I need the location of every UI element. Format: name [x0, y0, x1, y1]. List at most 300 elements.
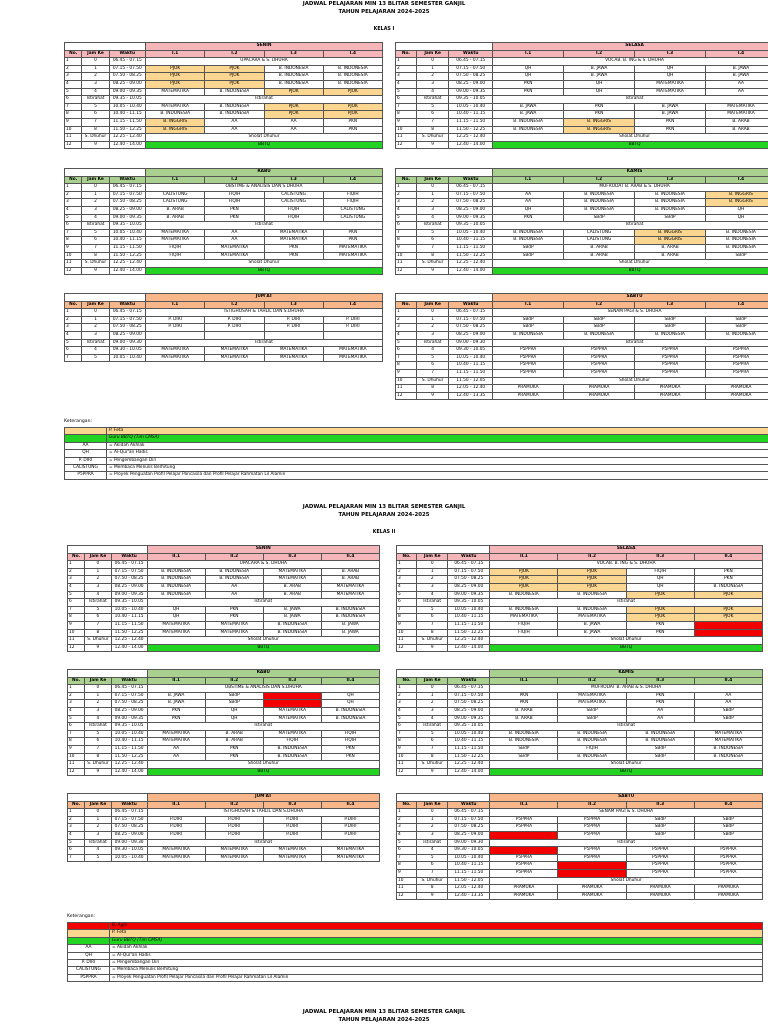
- row-waktu: 10.40 - 11.15: [449, 111, 493, 119]
- row-jam: 4: [417, 847, 448, 855]
- row-jam: 6: [416, 111, 448, 119]
- subject-cell: QH: [493, 73, 564, 81]
- table-row: [65, 126, 383, 134]
- subject-cell: QH: [147, 606, 205, 614]
- col-header-class: I.2: [564, 176, 635, 184]
- subject-cell: SBdP: [564, 316, 635, 324]
- subject-cell: B. INDONESIA: [205, 111, 264, 119]
- table-row: [65, 309, 383, 317]
- subject-cell: B. INDONESIA: [694, 753, 762, 761]
- subject-cell: P5PPRA: [493, 354, 564, 362]
- col-header-class: II.3: [626, 801, 694, 809]
- subject-cell: PKN: [493, 88, 564, 96]
- row-span-activity: Sholat Dhuhur: [490, 637, 763, 645]
- subject-cell: QH: [564, 80, 635, 88]
- subject-cell: B. INDONESIA: [493, 126, 564, 134]
- col-header-class: I.2: [564, 50, 635, 58]
- row-waktu: 12.40 - 14.00: [449, 141, 493, 149]
- subject-cell: B. INDONESIA: [264, 80, 323, 88]
- row-waktu: 07.50 - 08.25: [448, 824, 490, 832]
- col-header-waktu: Waktu: [449, 301, 493, 309]
- subject-cell: PJOK: [626, 606, 694, 614]
- row-no: 11: [396, 260, 417, 268]
- col-header-class: I.3: [635, 176, 706, 184]
- subject-cell: AA: [205, 237, 264, 245]
- subject-cell: [264, 331, 323, 339]
- table-row: [65, 184, 383, 192]
- row-waktu: 11.15 - 11.50: [449, 244, 493, 252]
- subject-cell: MATEMATIKA: [147, 621, 205, 629]
- col-header-jam: Jam Ke: [417, 677, 448, 685]
- row-span-activity: MUFRODAT B. ARAB & S. DHUHA: [493, 184, 768, 192]
- kelas-2-label: KELAS II: [372, 530, 396, 535]
- row-jam: 7: [416, 369, 448, 377]
- row-no: 1: [68, 809, 85, 817]
- subject-cell: P. DIRI: [323, 316, 382, 324]
- subject-cell: B. JAWA: [263, 606, 321, 614]
- row-waktu: 06.45 - 07.15: [448, 561, 490, 569]
- subject-cell: B. JAWA: [321, 621, 379, 629]
- row-no: 9: [397, 869, 417, 877]
- row-no: 7: [397, 606, 417, 614]
- row-waktu: 07.15 - 07.50: [109, 191, 146, 199]
- row-no: 9: [65, 244, 82, 252]
- table-row: [396, 73, 768, 81]
- row-span-activity: Istirahat: [490, 839, 763, 847]
- subject-cell: PJOK: [146, 65, 205, 73]
- subject-cell: B. INDONESIA: [635, 191, 706, 199]
- subject-cell: SBdP: [564, 324, 635, 332]
- row-no: 9: [396, 244, 417, 252]
- row-waktu: 07.15 - 07.50: [448, 692, 490, 700]
- row-jam: 4: [82, 347, 109, 355]
- subject-cell: B. INDONESIA: [635, 331, 706, 339]
- table-row: [68, 753, 380, 761]
- subject-cell: B. INDONESIA: [263, 621, 321, 629]
- row-jam: 5: [82, 103, 109, 111]
- row-waktu: 07.50 - 08.25: [109, 324, 146, 332]
- row-waktu: 11.50 - 12.05: [449, 377, 493, 385]
- row-jam: 3: [416, 206, 448, 214]
- row-waktu: 09.35 - 10.05: [448, 599, 490, 607]
- row-waktu: 12.40 - 14.00: [109, 267, 146, 275]
- table-row: [397, 847, 763, 855]
- col-header-class: II.4: [321, 553, 379, 561]
- table-row: [397, 768, 763, 776]
- subject-cell: P5PPRA: [490, 816, 558, 824]
- col-header-class: I.3: [264, 301, 323, 309]
- col-header-jam: Jam Ke: [82, 301, 109, 309]
- subject-cell: B. INGGRIS: [558, 862, 626, 870]
- legend-text: = Akidah Akhlak: [110, 945, 763, 952]
- row-waktu: 09.00 - 09.35: [111, 715, 147, 723]
- table-row: [68, 583, 380, 591]
- table-row: [397, 700, 763, 708]
- row-jam: 2: [85, 824, 112, 832]
- row-waktu: 09.00 - 09.35: [448, 591, 490, 599]
- row-no: 10: [397, 877, 417, 885]
- row-jam: 4: [416, 347, 448, 355]
- subject-cell: PJOK: [626, 614, 694, 622]
- row-waktu: 11.15 - 11.50: [109, 244, 146, 252]
- subject-cell: FIQIH: [323, 199, 382, 207]
- row-no: 2: [68, 692, 85, 700]
- subject-cell: QH: [205, 707, 263, 715]
- subject-cell: PKN: [490, 692, 558, 700]
- row-waktu: 06.45 - 07.15: [449, 309, 493, 317]
- subject-cell: CALISTUNG: [564, 229, 635, 237]
- row-waktu: 12.40 - 13.35: [449, 392, 493, 400]
- schedule-table-kelas2-jumat: [67, 793, 380, 862]
- row-jam: 7: [82, 118, 109, 126]
- table-row: [396, 347, 768, 355]
- day-spacer: [68, 670, 148, 678]
- col-header-jam: Jam Ke: [85, 677, 112, 685]
- subject-cell: QH: [706, 214, 768, 222]
- row-jam: 9: [85, 644, 112, 652]
- row-span-activity: UPACARA & S. DHUHA: [146, 58, 383, 66]
- row-no: 11: [68, 761, 85, 769]
- subject-cell: B. INDONESIA: [626, 730, 694, 738]
- col-header-class: I.3: [635, 301, 706, 309]
- row-jam: 0: [417, 809, 448, 817]
- row-no: 6: [65, 222, 82, 230]
- subject-cell: SBdP: [493, 316, 564, 324]
- row-no: 10: [68, 753, 85, 761]
- row-waktu: 12.25 - 12.40: [109, 134, 146, 142]
- col-header-waktu: Waktu: [109, 301, 146, 309]
- subject-cell: B. INGGRIS: [564, 118, 635, 126]
- legend-text: P. Feta: [107, 428, 768, 435]
- row-waktu: 07.50 - 08.25: [109, 199, 146, 207]
- row-waktu: 06.45 - 07.15: [109, 184, 146, 192]
- col-header-class: I.3: [264, 176, 323, 184]
- subject-cell: PRAMUKA: [626, 885, 694, 893]
- row-waktu: 12.25 - 12.40: [111, 637, 147, 645]
- legend-table-1: [64, 427, 768, 480]
- day-spacer: [397, 794, 490, 802]
- subject-cell: B. JAWA: [564, 73, 635, 81]
- row-no: 2: [397, 568, 417, 576]
- table-row: [396, 385, 768, 393]
- table-row: [396, 331, 768, 339]
- table-row: [396, 214, 768, 222]
- table-row: [68, 839, 380, 847]
- row-no: 8: [65, 111, 82, 119]
- subject-cell: PJOK: [558, 583, 626, 591]
- subject-cell: P5PPRA: [490, 869, 558, 877]
- row-jam: 3: [416, 331, 448, 339]
- row-no: 12: [397, 644, 417, 652]
- row-no: 6: [397, 723, 417, 731]
- table-row: [397, 568, 763, 576]
- legend-row: [65, 442, 768, 449]
- subject-cell: P5PPRA: [635, 369, 706, 377]
- subject-cell: SBdP: [626, 745, 694, 753]
- subject-cell: B. INDONESIA: [263, 745, 321, 753]
- col-header-class: II.2: [558, 553, 626, 561]
- table-row: [65, 58, 383, 66]
- subject-cell: P. DIRI: [146, 316, 205, 324]
- legend-text: B. Agin: [110, 923, 763, 930]
- subject-cell: P5PPRA: [626, 862, 694, 870]
- table-row: [68, 692, 380, 700]
- legend-text: = Proyek Penguatan Profil Pelajar Pancasila dan Profil Pelajar Rahmatan Lil Alamin: [110, 974, 763, 981]
- row-span-activity: MUFRODAT B. ARAB & S. DHUHA: [490, 685, 763, 693]
- row-jam: 8: [417, 629, 448, 637]
- row-no: 9: [397, 621, 417, 629]
- table-row: [396, 80, 768, 88]
- subject-cell: PKN: [323, 237, 382, 245]
- subject-cell: B. INDONESIA: [564, 206, 635, 214]
- row-waktu: 12.05 - 12.40: [448, 885, 490, 893]
- day-spacer: [65, 169, 146, 177]
- subject-cell: MATEMATIKA: [205, 354, 264, 362]
- row-jam: 2: [85, 576, 112, 584]
- row-no: 5: [65, 88, 82, 96]
- subject-cell: PKN: [626, 692, 694, 700]
- row-no: 8: [396, 111, 417, 119]
- subject-cell: MATEMATIKA: [205, 847, 263, 855]
- subject-cell: MATEMATIKA: [706, 103, 768, 111]
- subject-cell: B. INGGRIS: [564, 126, 635, 134]
- subject-cell: MATEMATIKA: [321, 591, 379, 599]
- subject-cell: B. INDONESIA: [558, 606, 626, 614]
- legend-text: = Membaca Menulis Berhitung: [107, 465, 768, 472]
- legend-code: [68, 930, 110, 937]
- row-jam: 1: [417, 692, 448, 700]
- row-span-activity: SENAM PAGI & S. DHUHA: [490, 809, 763, 817]
- table-row: [68, 824, 380, 832]
- subject-cell: QH: [321, 692, 379, 700]
- day-spacer: [65, 294, 146, 302]
- row-no: 6: [68, 723, 85, 731]
- subject-cell: B. INDONESIA: [323, 73, 382, 81]
- subject-cell: PKN: [323, 118, 382, 126]
- subject-cell: QH: [626, 576, 694, 584]
- col-header-waktu: Waktu: [109, 50, 146, 58]
- subject-cell: B. ARAB: [263, 591, 321, 599]
- table-row: [65, 141, 383, 149]
- subject-cell: PJOK: [323, 103, 382, 111]
- row-waktu: 08.25 - 09.00: [448, 707, 490, 715]
- subject-cell: PRAMUKA: [490, 885, 558, 893]
- subject-cell: PJOK: [490, 583, 558, 591]
- subject-cell: AA: [205, 591, 263, 599]
- subject-cell: B. INDONESIA: [493, 237, 564, 245]
- subject-cell: AA: [626, 715, 694, 723]
- table-row: [65, 324, 383, 332]
- subject-cell: B. JAWA: [147, 700, 205, 708]
- row-waktu: 11.50 - 12.05: [448, 877, 490, 885]
- row-waktu: 08.25 - 09.00: [449, 331, 493, 339]
- subject-cell: SBdP: [706, 324, 768, 332]
- subject-cell: AA: [706, 88, 768, 96]
- row-waktu: 12.25 - 12.40: [111, 761, 147, 769]
- row-waktu: 09.35 - 10.05: [109, 222, 146, 230]
- subject-cell: PKN: [205, 753, 263, 761]
- subject-cell: PKN: [626, 700, 694, 708]
- subject-cell: AA: [706, 80, 768, 88]
- row-waktu: 09.00 - 09.30: [449, 339, 493, 347]
- subject-cell: MATEMATIKA: [321, 583, 379, 591]
- subject-cell: FIQIH: [558, 745, 626, 753]
- row-waktu: 09.00 - 09.35: [448, 715, 490, 723]
- subject-cell: B. INDONESIA: [321, 715, 379, 723]
- row-no: 3: [68, 824, 85, 832]
- row-jam: 3: [417, 583, 448, 591]
- col-header-no: No.: [397, 801, 417, 809]
- row-no: 7: [396, 229, 417, 237]
- row-span-activity: BBTQ: [147, 768, 379, 776]
- table-row: [68, 637, 380, 645]
- row-no: 7: [65, 354, 82, 362]
- row-jam: 0: [416, 58, 448, 66]
- row-waktu: 07.50 - 08.25: [111, 576, 147, 584]
- row-waktu: 09.30 - 10.05: [111, 847, 147, 855]
- subject-cell: B. JAWA: [558, 629, 626, 637]
- legend-text: Guru BBTQ (Tim CMSA): [107, 435, 768, 442]
- title-line-1: JADWAL PELAJARAN MIN 13 BLITAR SEMESTER GANJIL: [302, 504, 466, 510]
- table-row: [397, 885, 763, 893]
- row-no: 6: [396, 347, 417, 355]
- row-jam: 3: [85, 707, 112, 715]
- subject-cell: MATEMATIKA: [264, 347, 323, 355]
- col-header-no: No.: [68, 677, 85, 685]
- col-header-class: I.1: [146, 301, 205, 309]
- col-header-jam: Jam Ke: [416, 176, 448, 184]
- subject-cell: PJOK: [146, 80, 205, 88]
- row-no: 8: [65, 237, 82, 245]
- row-span-activity: OBSTIME & ANALISIS DAN S.DHUHA: [147, 685, 379, 693]
- legend-row: [65, 472, 768, 479]
- row-waktu: 07.15 - 07.50: [449, 191, 493, 199]
- subject-cell: B. INDONESIA: [558, 738, 626, 746]
- subject-cell: P.DIRI: [147, 816, 205, 824]
- row-waktu: 09.00 - 09.35: [449, 214, 493, 222]
- table-row: [397, 745, 763, 753]
- table-row: [396, 244, 768, 252]
- subject-cell: PKN: [205, 614, 263, 622]
- row-jam: 1: [82, 65, 109, 73]
- legend-row: [65, 465, 768, 472]
- table-row: [65, 339, 383, 347]
- subject-cell: MATEMATIKA: [263, 854, 321, 862]
- legend-code: [68, 937, 110, 944]
- legend-text: = Al-Qur'an Hadis: [107, 450, 768, 457]
- subject-cell: B. JAWA: [558, 621, 626, 629]
- subject-cell: MATEMATIKA: [147, 847, 205, 855]
- row-span-activity: UPACARA & S. DHUHA: [147, 561, 379, 569]
- row-waktu: 11.15 - 11.50: [448, 621, 490, 629]
- row-jam: 6: [82, 111, 109, 119]
- row-waktu: 09.00 - 09.30: [109, 339, 146, 347]
- table-row: [396, 111, 768, 119]
- day-header: JUM'AT: [147, 794, 379, 802]
- page-title-2: [0, 503, 768, 519]
- row-jam: 2: [82, 73, 109, 81]
- day-spacer: [68, 794, 148, 802]
- subject-cell: MATEMATIKA: [147, 730, 205, 738]
- row-no: 4: [65, 80, 82, 88]
- row-jam: 0: [416, 184, 448, 192]
- row-waktu: 06.45 - 07.15: [448, 809, 490, 817]
- subject-cell: P. DIRI: [205, 324, 264, 332]
- row-waktu: 12.25 - 12.40: [448, 637, 490, 645]
- subject-cell: MATEMATIKA: [264, 354, 323, 362]
- col-header-jam: Jam Ke: [85, 801, 112, 809]
- subject-cell: MATEMATIKA: [323, 347, 382, 355]
- row-no: 10: [396, 377, 417, 385]
- row-jam: Istirahat: [417, 723, 448, 731]
- subject-cell: FIQIH: [205, 191, 264, 199]
- subject-cell: SBdP: [706, 252, 768, 260]
- row-waktu: 10.05 - 10.40: [111, 730, 147, 738]
- row-no: 2: [396, 191, 417, 199]
- row-waktu: 10.05 - 10.40: [449, 103, 493, 111]
- table-row: [396, 88, 768, 96]
- row-waktu: 12.25 - 12.40: [449, 260, 493, 268]
- row-no: 11: [397, 637, 417, 645]
- subject-cell: MATEMATIKA: [264, 229, 323, 237]
- table-row: [397, 753, 763, 761]
- col-header-no: No.: [68, 553, 85, 561]
- subject-cell: MATEMATIKA: [205, 629, 263, 637]
- table-row: [65, 206, 383, 214]
- subject-cell: PKN: [147, 707, 205, 715]
- subject-cell: B. INGGRIS: [635, 229, 706, 237]
- row-no: 4: [396, 331, 417, 339]
- subject-cell: AA: [264, 126, 323, 134]
- table-row: [68, 561, 380, 569]
- row-waktu: 09.35 - 10.05: [109, 96, 146, 104]
- schedule-table-kelas2-rabu: [67, 669, 380, 776]
- row-no: 9: [397, 745, 417, 753]
- row-waktu: 08.25 - 09.00: [449, 80, 493, 88]
- subject-cell: B. INDONESIA: [564, 331, 635, 339]
- day-spacer: [396, 294, 493, 302]
- table-row: [397, 816, 763, 824]
- col-header-class: II.1: [147, 553, 205, 561]
- subject-cell: B. INDONESIA: [706, 229, 768, 237]
- row-no: 12: [396, 141, 417, 149]
- col-header-class: II.3: [263, 801, 321, 809]
- subject-cell: FIQIH: [321, 730, 379, 738]
- row-no: 3: [68, 700, 85, 708]
- row-no: 4: [396, 80, 417, 88]
- row-jam: 2: [417, 576, 448, 584]
- subject-cell: MATEMATIKA: [263, 715, 321, 723]
- row-jam: 1: [85, 816, 112, 824]
- legend-text: Guru BBTQ (Tim CMSA): [110, 937, 763, 944]
- row-jam: 6: [416, 237, 448, 245]
- table-row: [65, 199, 383, 207]
- subject-cell: MATEMATIKA: [205, 854, 263, 862]
- row-jam: 9: [416, 141, 448, 149]
- subject-cell: P.DIRI: [321, 824, 379, 832]
- subject-cell: P5PPRA: [558, 831, 626, 839]
- table-row: [68, 723, 380, 731]
- row-jam: 6: [416, 362, 448, 370]
- table-row: [397, 839, 763, 847]
- row-span-activity: Istirahat: [493, 222, 768, 230]
- col-header-no: No.: [396, 50, 417, 58]
- legend-table-2: [67, 922, 763, 982]
- row-no: 1: [397, 685, 417, 693]
- row-waktu: 12.40 - 14.00: [449, 267, 493, 275]
- table-row: [397, 715, 763, 723]
- subject-cell: FIQIH: [323, 191, 382, 199]
